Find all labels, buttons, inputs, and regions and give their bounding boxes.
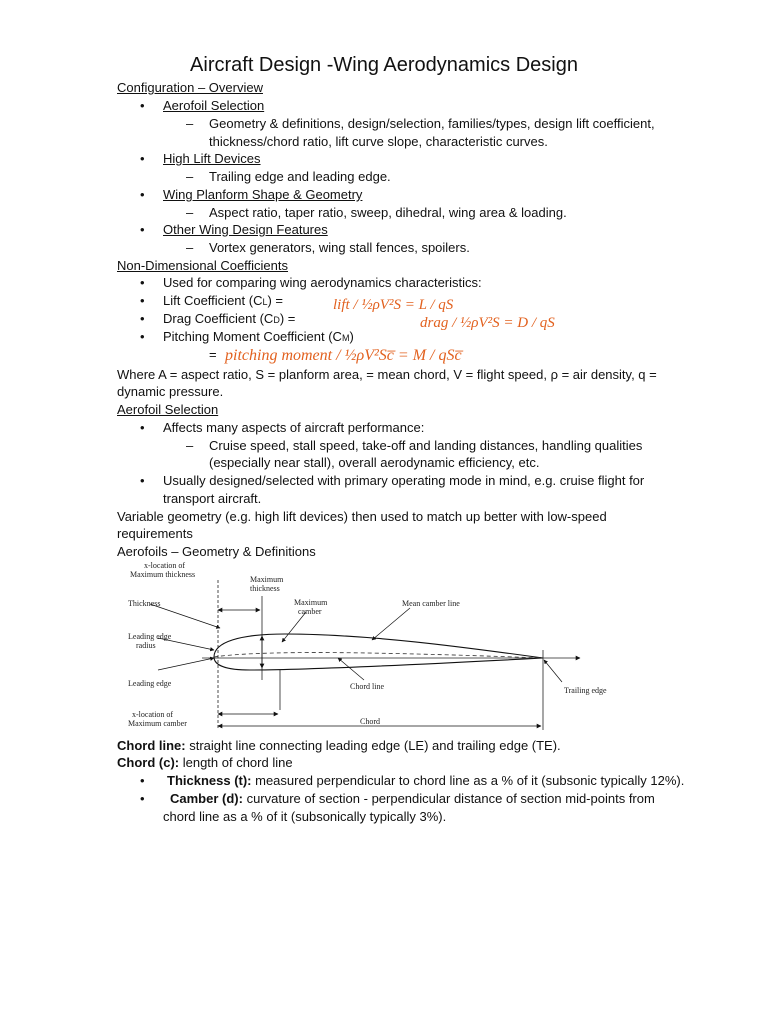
- label-max-thickness: Maximum: [250, 575, 284, 584]
- config-item-planform: Wing Planform Shape & Geometry: [163, 187, 363, 202]
- config-item-aerofoil: Aerofoil Selection: [163, 98, 265, 113]
- aerofoil-affects-sub: (especially near stall), overall aerodynamic efficiency, etc.: [209, 455, 540, 470]
- config-item-high-lift: High Lift Devices: [163, 151, 261, 166]
- drag-coefficient-label: Drag Coefficient (CD) =: [163, 311, 296, 326]
- dash: –: [186, 169, 194, 184]
- nondim-used: Used for comparing wing aerodynamics characteristics:: [163, 275, 482, 290]
- dash: –: [186, 240, 194, 255]
- label-mean-camber-line: Mean camber line: [402, 599, 460, 608]
- where-text-2: dynamic pressure.: [117, 384, 224, 399]
- def-chord-line: Chord line: straight line connecting leading edge (LE) and trailing edge (TE).: [117, 738, 561, 753]
- label-max-thickness: thickness: [250, 584, 280, 593]
- aerofoil-usually: transport aircraft.: [163, 491, 262, 506]
- def-camber-cont: chord line as a % of it (subsonically typically 3%).: [163, 809, 447, 824]
- pitching-moment-label: Pitching Moment Coefficient (CM): [163, 329, 354, 344]
- variable-geometry-text: Variable geometry (e.g. high lift devices) then used to match up better with low-speed: [117, 509, 607, 524]
- def-chord: Chord (c): length of chord line: [117, 755, 293, 770]
- aerofoil-usually: Usually designed/selected with primary operating mode in mind, e.g. cruise flight for: [163, 473, 645, 488]
- dash: –: [186, 438, 194, 453]
- bullet: •: [140, 420, 145, 435]
- nondim-heading: Non-Dimensional Coefficients: [117, 258, 289, 273]
- aerofoil-affects-sub: Cruise speed, stall speed, take-off and landing distances, handling qualities: [209, 438, 643, 453]
- label-max-camber: Maximum: [294, 598, 328, 607]
- lift-coefficient-label: Lift Coefficient (CL) =: [163, 293, 284, 308]
- def-camber: Camber (d): curvature of section - perpendicular distance of section mid-points from: [170, 791, 655, 806]
- label-x-max-camber: x-location of: [132, 710, 174, 719]
- aerofoil-diagram: [110, 560, 630, 740]
- bullet: •: [140, 473, 145, 488]
- bullet: •: [140, 98, 145, 113]
- config-item-aerofoil-sub: thickness/chord ratio, lift curve slope, characteristic curves.: [209, 134, 548, 149]
- config-item-other-sub: Vortex generators, wing stall fences, spoilers.: [209, 240, 470, 255]
- bullet: •: [140, 329, 145, 344]
- drag-formula: drag / ½ρV²S = D / qS: [420, 315, 555, 331]
- label-chord: Chord: [360, 717, 380, 726]
- bullet: •: [140, 187, 145, 202]
- variable-geometry-text: requirements: [117, 526, 193, 541]
- label-x-max-thickness: Maximum thickness: [130, 570, 196, 579]
- config-heading: Configuration – Overview: [117, 80, 263, 95]
- label-thickness: Thickness: [128, 599, 161, 608]
- where-text-1: Where A = aspect ratio, S = planform area, = mean chord, V = flight speed, ρ = air density, q =: [117, 367, 657, 382]
- equals-sign: =: [209, 347, 217, 362]
- label-x-max-camber: Maximum camber: [128, 719, 187, 728]
- bullet: •: [140, 773, 145, 788]
- bullet: •: [140, 151, 145, 166]
- label-chord-line: Chord line: [350, 682, 384, 691]
- config-item-aerofoil-sub: Geometry & definitions, design/selection, families/types, design lift coefficient,: [209, 116, 655, 131]
- label-leading-edge: Leading edge: [128, 679, 172, 688]
- label-le-radius: radius: [136, 641, 156, 650]
- geometry-heading: Aerofoils – Geometry & Definitions: [117, 544, 316, 559]
- aerofoil-heading: Aerofoil Selection: [117, 402, 219, 417]
- bullet: •: [140, 275, 145, 290]
- config-item-high-lift-sub: Trailing edge and leading edge.: [209, 169, 391, 184]
- config-item-other: Other Wing Design Features: [163, 222, 328, 237]
- label-trailing-edge: Trailing edge: [564, 686, 607, 695]
- def-thickness: Thickness (t): measured perpendicular to chord line as a % of it (subsonic typically 12%).: [167, 773, 685, 788]
- bullet: •: [140, 222, 145, 237]
- aerofoil-affects: Affects many aspects of aircraft performance:: [163, 420, 425, 435]
- dash: –: [186, 205, 194, 220]
- label-x-max-thickness: x-location of: [144, 561, 186, 570]
- lift-formula: lift / ½ρV²S = L / qS: [333, 297, 454, 313]
- label-le-radius: Leading edge: [128, 632, 172, 641]
- config-item-planform-sub: Aspect ratio, taper ratio, sweep, dihedral, wing area & loading.: [209, 205, 567, 220]
- bullet: •: [140, 311, 145, 326]
- bullet: •: [140, 293, 145, 308]
- dash: –: [186, 116, 194, 131]
- bullet: •: [140, 791, 145, 806]
- page-title: Aircraft Design -Wing Aerodynamics Design: [190, 54, 578, 76]
- pitching-moment-formula: pitching moment / ½ρV²Sc̅ = M / qSc̅: [225, 347, 462, 364]
- label-max-camber: camber: [298, 607, 322, 616]
